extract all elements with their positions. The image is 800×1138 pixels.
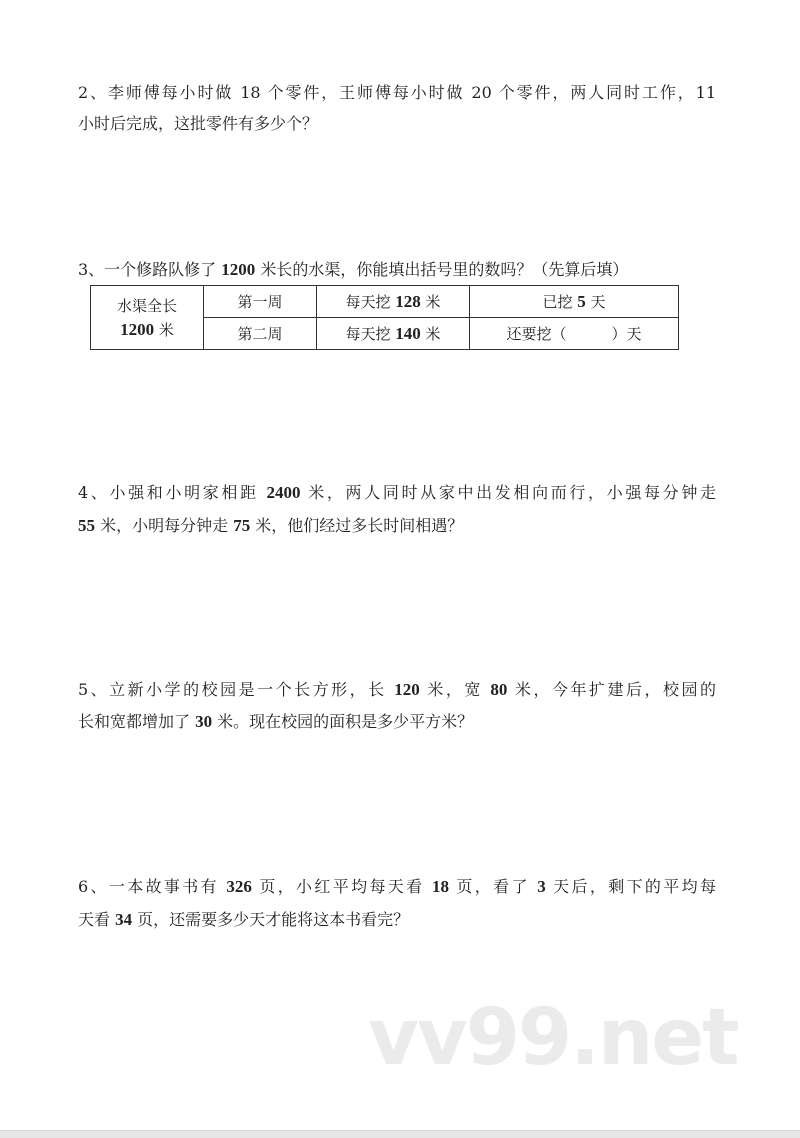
text-segment: 页，看了: [448, 877, 538, 896]
unit: 天: [585, 293, 606, 311]
info-blank: 还要挖（ ）天: [506, 325, 642, 343]
number: 2400: [266, 483, 301, 502]
question-3-line: [78, 260, 716, 280]
number: 3: [537, 877, 546, 896]
text-segment: 小时后完成，这批零件有多少个？: [78, 114, 319, 133]
text-segment: 米，小明每分钟走: [95, 516, 234, 535]
text-segment: 天后，剩下的平均每: [545, 877, 716, 896]
number: 30: [195, 712, 213, 731]
question-2-line: [78, 83, 716, 103]
week-cell: 第一周: [204, 286, 317, 318]
text-segment: 3、一个修路队修了: [78, 260, 222, 279]
text-segment: 米，今年扩建后，校园的: [507, 680, 716, 699]
question-5-line: [78, 680, 716, 700]
canal-table: [90, 285, 679, 350]
total-length-label: 水渠全长: [116, 296, 177, 315]
number: 55: [78, 516, 95, 535]
info-label: 已挖: [542, 293, 578, 311]
rate-cell: [317, 318, 470, 350]
text-segment: 页，还需要多少天才能将这本书看完？: [132, 910, 410, 929]
number: 75: [233, 516, 251, 535]
rate-label: 每天挖: [345, 325, 396, 343]
number: 34: [115, 910, 133, 929]
rate-label: 每天挖: [345, 293, 396, 311]
text-segment: 米。现在校园的面积是多少平方米？: [212, 712, 474, 731]
question-6-line: [78, 910, 716, 930]
text-segment: 6、一本故事书有: [78, 877, 227, 896]
text-segment: 5、立新小学的校园是一个长方形，长: [78, 680, 395, 699]
unit: 米: [420, 293, 441, 311]
number: 1200: [221, 260, 256, 279]
info-cell: [470, 286, 679, 318]
number: 80: [490, 680, 508, 699]
text-segment: 天看: [78, 910, 116, 929]
info-value: 5: [577, 292, 586, 311]
text-segment: 米，两人同时从家中出发相向而行，小强每分钟走: [300, 483, 716, 502]
text-segment: 米长的水渠，你能填出括号里的数吗？（先算后填）: [255, 260, 629, 279]
number: 18: [431, 877, 449, 896]
question-2-line: [78, 114, 716, 134]
text-segment: 页，小红平均每天看: [251, 877, 432, 896]
text-segment: 4、小强和小明家相距: [78, 483, 267, 502]
rate-value: 128: [395, 292, 421, 311]
question-6-line: [78, 877, 716, 897]
total-length-value: 1200: [120, 319, 155, 339]
question-4-line: [78, 516, 716, 536]
text-segment: 长和宽都增加了: [78, 712, 196, 731]
number: 120: [394, 680, 420, 699]
unit: 米: [420, 325, 441, 343]
text-segment: 2、李师傅每小时做 18 个零件，王师傅每小时做 20 个零件，两人同时工作，11: [78, 83, 716, 102]
total-length-cell: [91, 286, 204, 350]
question-5-line: [78, 712, 716, 732]
text-segment: 米，他们经过多长时间相遇？: [250, 516, 464, 535]
question-4-line: [78, 483, 716, 503]
text-segment: 米，宽: [419, 680, 491, 699]
watermark: vv99.net: [368, 993, 738, 1083]
info-cell: [470, 318, 679, 350]
week-cell: 第二周: [204, 318, 317, 350]
rate-cell: [317, 286, 470, 318]
number: 326: [226, 877, 252, 896]
unit: 米: [154, 320, 174, 339]
rate-value: 140: [395, 324, 421, 343]
